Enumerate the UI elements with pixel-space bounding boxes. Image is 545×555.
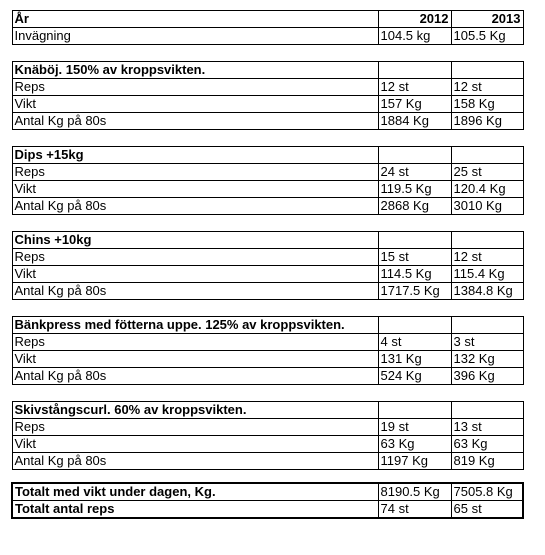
value-2013-cell[interactable]: 63 Kg <box>451 436 523 453</box>
empty-cell[interactable] <box>451 147 523 164</box>
table-row <box>12 368 523 385</box>
value-2012-cell[interactable]: 2868 Kg <box>378 198 451 215</box>
value-2012-cell[interactable]: 63 Kg <box>378 436 451 453</box>
value-2013-cell[interactable]: 12 st <box>451 249 523 266</box>
row-label-cell[interactable]: Antal Kg på 80s <box>12 198 378 215</box>
empty-cell <box>378 470 451 484</box>
value-2012-cell[interactable]: 524 Kg <box>378 368 451 385</box>
value-2013-cell[interactable]: 158 Kg <box>451 96 523 113</box>
year-label-cell[interactable]: År <box>12 11 378 28</box>
spacer-row <box>12 300 523 317</box>
spacer-row <box>12 130 523 147</box>
section-title-row <box>12 232 523 249</box>
empty-cell[interactable] <box>451 62 523 79</box>
weigh-in-2012-cell[interactable]: 104.5 kg <box>378 28 451 45</box>
empty-cell[interactable] <box>378 317 451 334</box>
row-label-cell[interactable]: Antal Kg på 80s <box>12 283 378 300</box>
table-row <box>12 249 523 266</box>
totals-label-cell[interactable]: Totalt antal reps <box>12 501 378 519</box>
table-row <box>12 266 523 283</box>
table-row <box>12 164 523 181</box>
header-row <box>12 11 523 28</box>
weigh-in-label-cell[interactable]: Invägning <box>12 28 378 45</box>
table-row <box>12 453 523 470</box>
spacer-row <box>12 385 523 402</box>
value-2013-cell[interactable]: 13 st <box>451 419 523 436</box>
section-title-row <box>12 402 523 419</box>
row-label-cell[interactable]: Vikt <box>12 181 378 198</box>
spacer-row <box>12 45 523 62</box>
value-2012-cell[interactable]: 15 st <box>378 249 451 266</box>
totals-2013-cell[interactable]: 65 st <box>451 501 523 519</box>
section-title-cell[interactable]: Bänkpress med fötterna uppe. 125% av kroppsvikten. <box>12 317 378 334</box>
section-title-row <box>12 62 523 79</box>
totals-2012-cell[interactable]: 8190.5 Kg <box>378 483 451 501</box>
row-label-cell[interactable]: Antal Kg på 80s <box>12 368 378 385</box>
row-label-cell[interactable]: Reps <box>12 419 378 436</box>
row-label-cell[interactable]: Reps <box>12 249 378 266</box>
row-label-cell[interactable]: Vikt <box>12 436 378 453</box>
empty-cell[interactable] <box>378 147 451 164</box>
empty-cell <box>12 385 378 402</box>
empty-cell <box>451 300 523 317</box>
value-2012-cell[interactable]: 4 st <box>378 334 451 351</box>
section-title-cell[interactable]: Chins +10kg <box>12 232 378 249</box>
year-2013-cell[interactable]: 2013 <box>451 11 523 28</box>
value-2012-cell[interactable]: 114.5 Kg <box>378 266 451 283</box>
totals-label-cell[interactable]: Totalt med vikt under dagen, Kg. <box>12 483 378 501</box>
empty-cell <box>378 45 451 62</box>
value-2013-cell[interactable]: 12 st <box>451 79 523 96</box>
value-2012-cell[interactable]: 1717.5 Kg <box>378 283 451 300</box>
value-2013-cell[interactable]: 3 st <box>451 334 523 351</box>
value-2013-cell[interactable]: 132 Kg <box>451 351 523 368</box>
row-label-cell[interactable]: Vikt <box>12 351 378 368</box>
empty-cell[interactable] <box>378 402 451 419</box>
row-label-cell[interactable]: Vikt <box>12 266 378 283</box>
empty-cell <box>451 45 523 62</box>
table-row <box>12 334 523 351</box>
empty-cell[interactable] <box>451 402 523 419</box>
value-2012-cell[interactable]: 12 st <box>378 79 451 96</box>
empty-cell[interactable] <box>451 317 523 334</box>
empty-cell <box>378 215 451 232</box>
empty-cell <box>451 385 523 402</box>
weigh-in-2013-cell[interactable]: 105.5 Kg <box>451 28 523 45</box>
section-title-cell[interactable]: Dips +15kg <box>12 147 378 164</box>
value-2013-cell[interactable]: 396 Kg <box>451 368 523 385</box>
section-title-cell[interactable]: Skivstångscurl. 60% av kroppsvikten. <box>12 402 378 419</box>
value-2013-cell[interactable]: 3010 Kg <box>451 198 523 215</box>
value-2013-cell[interactable]: 1896 Kg <box>451 113 523 130</box>
year-2012-cell[interactable]: 2012 <box>378 11 451 28</box>
totals-2013-cell[interactable]: 7505.8 Kg <box>451 483 523 501</box>
value-2013-cell[interactable]: 819 Kg <box>451 453 523 470</box>
totals-row <box>12 501 523 519</box>
training-table <box>11 10 524 519</box>
section-title-row <box>12 317 523 334</box>
value-2013-cell[interactable]: 25 st <box>451 164 523 181</box>
empty-cell <box>12 45 378 62</box>
empty-cell <box>12 215 378 232</box>
table-row <box>12 436 523 453</box>
weigh-in-row <box>12 28 523 45</box>
table-row <box>12 113 523 130</box>
empty-cell <box>451 130 523 147</box>
table-row <box>12 419 523 436</box>
empty-cell <box>451 470 523 484</box>
totals-row <box>12 483 523 501</box>
value-2013-cell[interactable]: 120.4 Kg <box>451 181 523 198</box>
spreadsheet <box>11 10 522 519</box>
empty-cell <box>12 470 378 484</box>
spacer-row <box>12 215 523 232</box>
empty-cell <box>12 300 378 317</box>
row-label-cell[interactable]: Reps <box>12 164 378 181</box>
value-2012-cell[interactable]: 157 Kg <box>378 96 451 113</box>
empty-cell <box>12 130 378 147</box>
table-row <box>12 351 523 368</box>
value-2012-cell[interactable]: 1884 Kg <box>378 113 451 130</box>
value-2012-cell[interactable]: 19 st <box>378 419 451 436</box>
value-2012-cell[interactable]: 119.5 Kg <box>378 181 451 198</box>
row-label-cell[interactable]: Reps <box>12 334 378 351</box>
value-2013-cell[interactable]: 1384.8 Kg <box>451 283 523 300</box>
table-row <box>12 96 523 113</box>
empty-cell <box>451 215 523 232</box>
empty-cell <box>378 385 451 402</box>
section-title-cell[interactable]: Knäböj. 150% av kroppsvikten. <box>12 62 378 79</box>
section-title-row <box>12 147 523 164</box>
table-row <box>12 283 523 300</box>
spacer-row <box>12 470 523 484</box>
table-row <box>12 79 523 96</box>
empty-cell[interactable] <box>378 62 451 79</box>
empty-cell[interactable] <box>451 232 523 249</box>
table-row <box>12 181 523 198</box>
row-label-cell[interactable]: Antal Kg på 80s <box>12 113 378 130</box>
value-2012-cell[interactable]: 1197 Kg <box>378 453 451 470</box>
value-2012-cell[interactable]: 131 Kg <box>378 351 451 368</box>
totals-2012-cell[interactable]: 74 st <box>378 501 451 519</box>
empty-cell[interactable] <box>378 232 451 249</box>
value-2012-cell[interactable]: 24 st <box>378 164 451 181</box>
row-label-cell[interactable]: Antal Kg på 80s <box>12 453 378 470</box>
value-2013-cell[interactable]: 115.4 Kg <box>451 266 523 283</box>
row-label-cell[interactable]: Reps <box>12 79 378 96</box>
empty-cell <box>378 130 451 147</box>
row-label-cell[interactable]: Vikt <box>12 96 378 113</box>
empty-cell <box>378 300 451 317</box>
table-row <box>12 198 523 215</box>
